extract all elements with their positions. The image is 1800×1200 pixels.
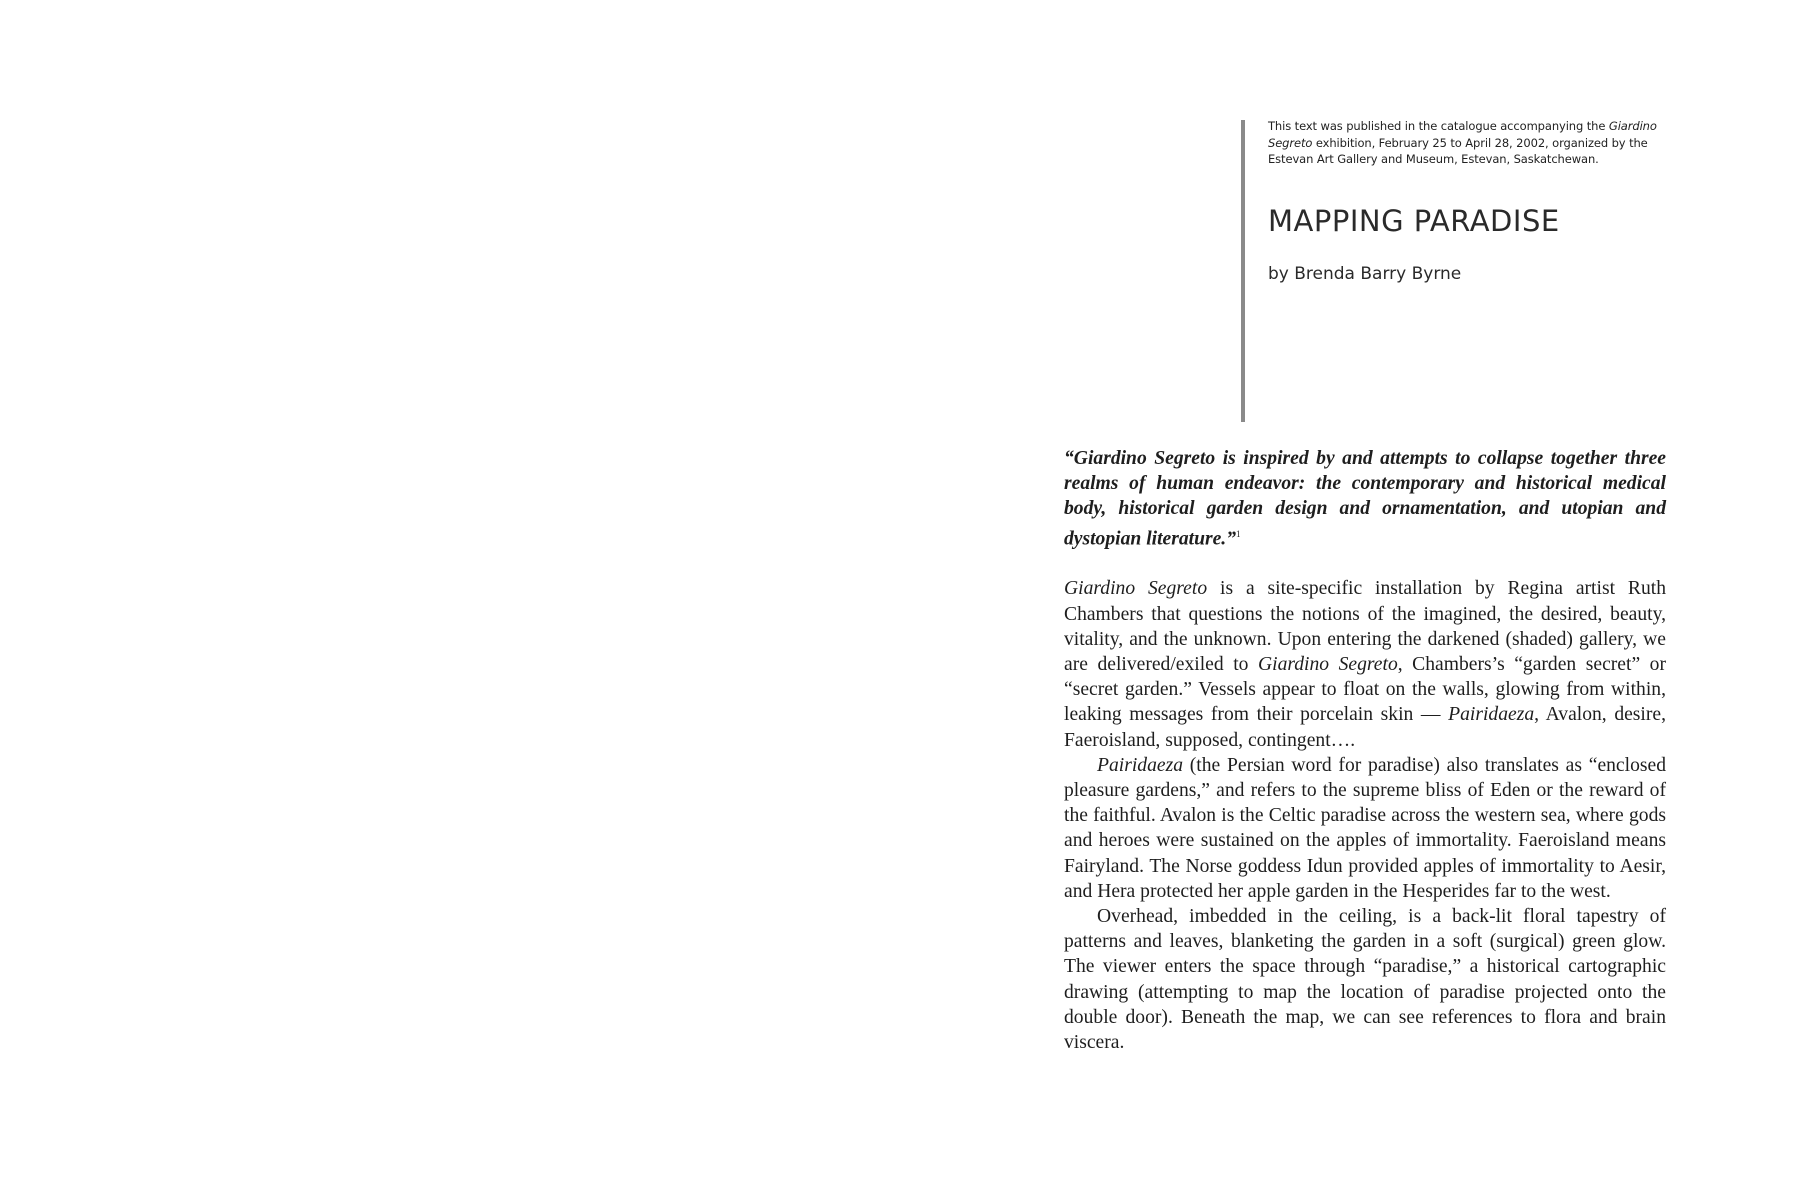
p1-text-1: is a site-specific installation by Regina artist Ruth Chambers that questions the notions of the imagined, the desired, beauty, vitality, and the unknown. Upon entering the darkened (shaded) gallery, we are delivered/exiled to: [1064, 578, 1666, 675]
p1-text-2: , Chambers’s “garden secret” or “secret garden.” Vessels appear to float on the walls, glowing from within, leaking messages from their porcelain skin —: [1064, 653, 1666, 726]
publication-note: [1268, 118, 1668, 168]
paragraph-3: Overhead, imbedded in the ceiling, is a back-lit floral tapestry of patterns and leaves, blanketing the garden in a soft (surgical) green glow. The viewer enters the space through “paradise,” a historical cartographic drawing (attempting to map the location of paradise projected onto the double door). Beneath the map, we can see references to flora and brain viscera.: [1064, 905, 1666, 1053]
p1-italic-1: Giardino Segreto: [1064, 578, 1208, 600]
article-title: MAPPING PARADISE: [1268, 204, 1560, 238]
publication-note-text-2: exhibition, February 25 to April 28, 2002, organized by the Estevan Art Gallery and Museum, Estevan, Saskatchewan.: [1268, 135, 1648, 166]
paragraph-2: [1064, 753, 1666, 904]
epigraph-quote: [1064, 446, 1666, 551]
epigraph-text: “Giardino Segreto is inspired by and attempts to collapse together three realms of human endeavor: the contemporary and historical medical body, historical garden design and ornamentation, and utopian and dystopian literature.”: [1064, 448, 1666, 550]
article-byline: by Brenda Barry Byrne: [1268, 264, 1462, 284]
footnote-marker: 1: [1236, 528, 1241, 539]
p2-text-1: (the Persian word for paradise) also translates as “enclosed pleasure gardens,” and refers to the supreme bliss of Eden or the reward of the faithful. Avalon is the Celtic paradise across the western sea, where gods and heroes were sustained on the apples of immortality. Faeroisland means Fairyland. The Norse goddess Idun provided apples of immortality to Aesir, and Hera protected her apple garden in the Hesperides far to the west.: [1064, 754, 1666, 902]
vertical-rule: [1241, 120, 1245, 422]
paragraph-1: [1064, 576, 1666, 752]
p1-text-3: , Avalon, desire, Faeroisland, supposed, contingent….: [1064, 704, 1666, 751]
publication-note-text-1: This text was published in the catalogue accompanying the: [1268, 119, 1609, 133]
p1-italic-2: Giardino Segreto: [1257, 653, 1398, 675]
p1-italic-3: Pairidaeza: [1448, 704, 1535, 726]
p2-italic-1: Pairidaeza: [1097, 754, 1183, 776]
body-column: [1064, 446, 1666, 1055]
publication-note-exhibition-title: Giardino Segreto: [1268, 119, 1657, 150]
